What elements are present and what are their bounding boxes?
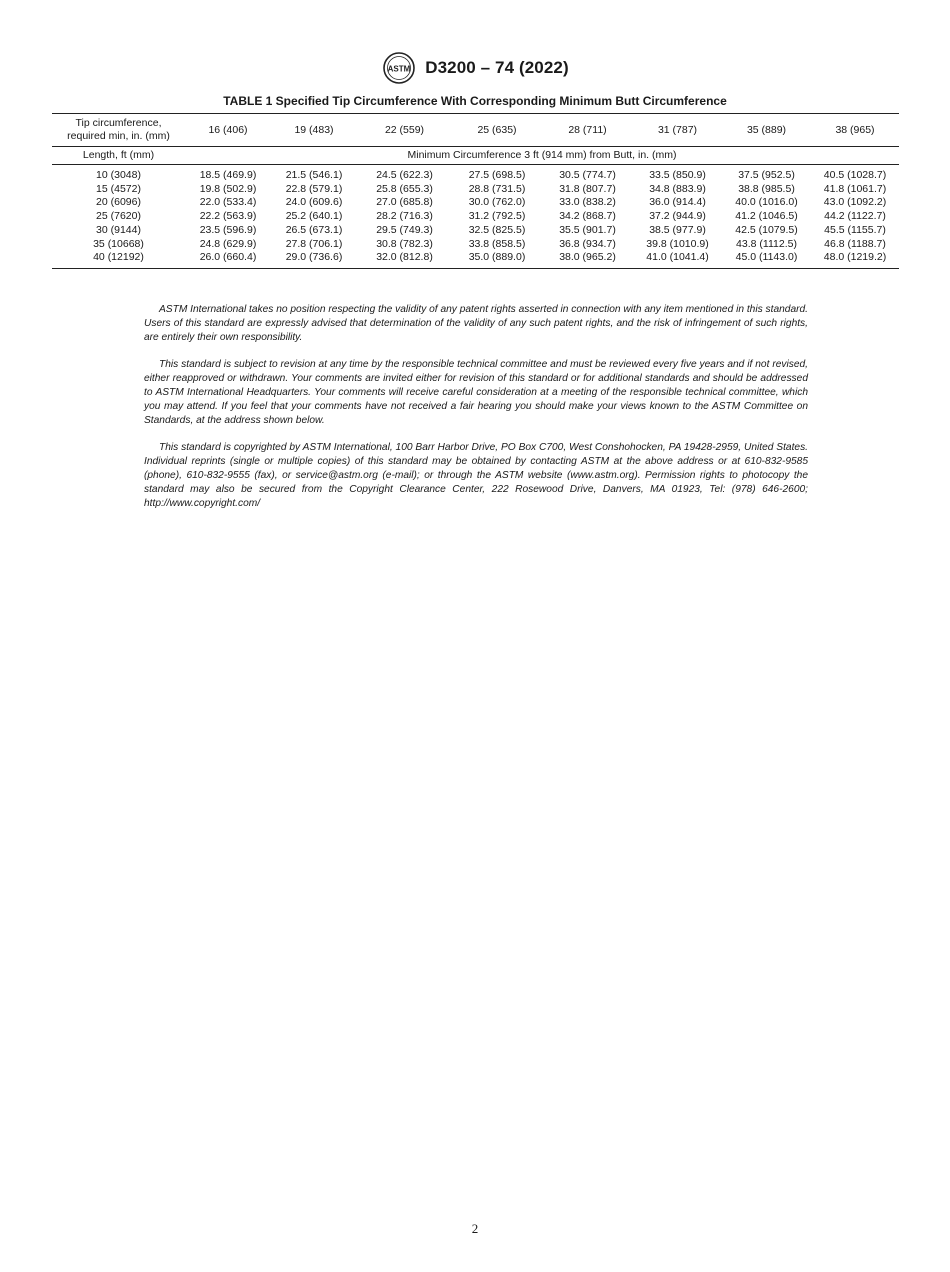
table-cell: 38.5 (977.9) <box>649 223 706 236</box>
table-cell: 46.8 (1188.7) <box>824 237 886 250</box>
table-cell: 28.2 (716.3) <box>376 210 433 223</box>
table-cell: 45.5 (1155.7) <box>824 223 886 236</box>
table-cell: 37.5 (952.5) <box>738 169 795 181</box>
tip-column-header: 38 (965) <box>811 114 899 147</box>
table-row <box>52 210 899 224</box>
tip-column-header: 35 (889) <box>722 114 811 147</box>
table-cell: 28.8 (731.5) <box>468 182 526 195</box>
tip-column-header: 19 (483) <box>271 114 357 147</box>
table-cell: 22.8 (579.1) <box>285 182 343 195</box>
table-cell: 19.8 (502.9) <box>199 182 257 195</box>
table-cell: 36.8 (934.7) <box>559 237 616 250</box>
table-cell: 27.8 (706.1) <box>285 237 343 250</box>
table-cell: 18.5 (469.9) <box>199 169 257 181</box>
table-cell: 23.5 (596.9) <box>199 223 257 236</box>
table-row <box>52 183 899 197</box>
table-cell: 40.0 (1016.0) <box>735 196 798 209</box>
tip-column-header: 25 (635) <box>452 114 542 147</box>
copyright-notice: This standard is copyrighted by ASTM International, 100 Barr Harbor Drive, PO Box C700, West Conshohocken, PA 19428-2959, United States. Individual reprints (single or multiple copies) of this standard may be obtained by contacting ASTM at the above address or at 610-832-9585 (phone), 610-832-9555 (fax), or service@astm.org (e-mail); or through the ASTM website (www.astm.org). Permission rights to photocopy the standard may also be secured from the Copyright Clearance Center, 222 Rosewood Drive, Danvers, MA 01923, Tel: (978) 646-2600; http://www.copyright.com/ <box>144 442 808 509</box>
table-cell: 24.8 (629.9) <box>199 237 257 250</box>
table-cell: 32.5 (825.5) <box>468 223 526 236</box>
tip-header-line1: Tip circumference, <box>75 117 162 129</box>
table-cell: 30.8 (782.3) <box>376 237 433 250</box>
table-subheader-row <box>52 147 899 165</box>
table-cell: 27.0 (685.8) <box>376 196 433 209</box>
table-cell: 41.8 (1061.7) <box>823 182 887 195</box>
table-cell: 43.0 (1092.2) <box>823 196 887 209</box>
table-row <box>52 238 899 252</box>
table-cell: 26.0 (660.4) <box>185 251 271 268</box>
table-cell: 38.0 (965.2) <box>542 251 633 268</box>
length-cell: 40 (12192) <box>52 251 185 268</box>
table-cell: 22.0 (533.4) <box>199 196 257 209</box>
table-cell: 37.2 (944.9) <box>649 210 706 223</box>
length-cell: 15 (4572) <box>96 182 141 195</box>
tip-header-line2: required min, in. (mm) <box>67 130 170 142</box>
table-row <box>52 251 899 268</box>
table-row <box>52 196 899 210</box>
tip-circumference-header <box>52 114 185 147</box>
table-cell: 36.0 (914.4) <box>649 196 706 209</box>
table-cell: 30.5 (774.7) <box>559 169 616 181</box>
tip-column-header: 22 (559) <box>357 114 452 147</box>
table-cell: 41.0 (1041.4) <box>633 251 722 268</box>
tip-column-header: 31 (787) <box>633 114 722 147</box>
table-cell: 26.5 (673.1) <box>285 223 343 236</box>
table-cell: 45.0 (1143.0) <box>722 251 811 268</box>
table-cell: 39.8 (1010.9) <box>646 237 709 250</box>
page-number: 2 <box>471 1221 479 1236</box>
astm-logo-icon <box>381 51 417 85</box>
document-header <box>0 50 950 86</box>
table-cell: 25.8 (655.3) <box>376 182 433 195</box>
legal-notices <box>144 303 808 524</box>
length-cell: 25 (7620) <box>96 210 141 223</box>
table-cell: 34.2 (868.7) <box>559 210 616 223</box>
document-designation: D3200 – 74 (2022) <box>425 58 569 77</box>
table-cell: 32.0 (812.8) <box>357 251 452 268</box>
logo-text: ASTM <box>387 64 411 74</box>
table-row <box>52 165 899 183</box>
length-header: Length, ft (mm) <box>52 147 185 165</box>
tip-column-header: 28 (711) <box>542 114 633 147</box>
table-header-row <box>52 114 899 147</box>
length-cell: 10 (3048) <box>96 169 141 181</box>
patent-notice: ASTM International takes no position respecting the validity of any patent rights asserted in connection with any item mentioned in this standard. Users of this standard are expressly advised that determination of the validity of any such patent rights, and the risk of infringement of such rights, are entirely their own responsibility. <box>144 304 808 343</box>
table-cell: 31.8 (807.7) <box>559 182 616 195</box>
table-title: TABLE 1 Specified Tip Circumference With Corresponding Minimum Butt Circumference <box>223 94 727 108</box>
tip-column-header: 16 (406) <box>185 114 271 147</box>
table-cell: 22.2 (563.9) <box>199 210 257 223</box>
table-cell: 43.8 (1112.5) <box>736 237 797 250</box>
table-cell: 48.0 (1219.2) <box>811 251 899 268</box>
table-cell: 31.2 (792.5) <box>468 210 526 223</box>
table-cell: 33.0 (838.2) <box>559 196 616 209</box>
table-cell: 27.5 (698.5) <box>468 169 526 181</box>
min-circumference-header: Minimum Circumference 3 ft (914 mm) from Butt, in. (mm) <box>185 147 899 165</box>
table-cell: 35.0 (889.0) <box>452 251 542 268</box>
table-cell: 30.0 (762.0) <box>468 196 526 209</box>
table-cell: 21.5 (546.1) <box>285 169 343 181</box>
table-cell: 34.8 (883.9) <box>649 182 706 195</box>
table-cell: 29.0 (736.6) <box>271 251 357 268</box>
circumference-table <box>52 113 899 269</box>
table-cell: 40.5 (1028.7) <box>823 169 887 181</box>
table-cell: 24.0 (609.6) <box>285 196 343 209</box>
length-cell: 30 (9144) <box>96 223 141 236</box>
table-cell: 29.5 (749.3) <box>376 223 433 236</box>
table-body <box>52 114 899 269</box>
table-cell: 24.5 (622.3) <box>376 169 433 181</box>
length-cell: 20 (6096) <box>96 196 141 209</box>
table-cell: 42.5 (1079.5) <box>735 223 798 236</box>
table-cell: 33.5 (850.9) <box>649 169 706 181</box>
table-cell: 33.8 (858.5) <box>468 237 526 250</box>
table-row <box>52 224 899 238</box>
table-cell: 35.5 (901.7) <box>559 223 616 236</box>
length-cell: 35 (10668) <box>93 237 144 250</box>
table-cell: 41.2 (1046.5) <box>735 210 798 223</box>
table-cell: 44.2 (1122.7) <box>824 210 886 223</box>
revision-notice: This standard is subject to revision at any time by the responsible technical committee and must be reviewed every five years and if not revised, either reapproved or withdrawn. Your comments are invited either for revision of this standard or for additional standards and should be addressed to ASTM International Headquarters. Your comments will receive careful consideration at a meeting of the responsible technical committee, which you may attend. If you feel that your comments have not received a fair hearing you should make your views known to the ASTM Committee on Standards, at the address shown below. <box>144 359 808 426</box>
table-cell: 25.2 (640.1) <box>285 210 343 223</box>
table-cell: 38.8 (985.5) <box>738 182 795 195</box>
